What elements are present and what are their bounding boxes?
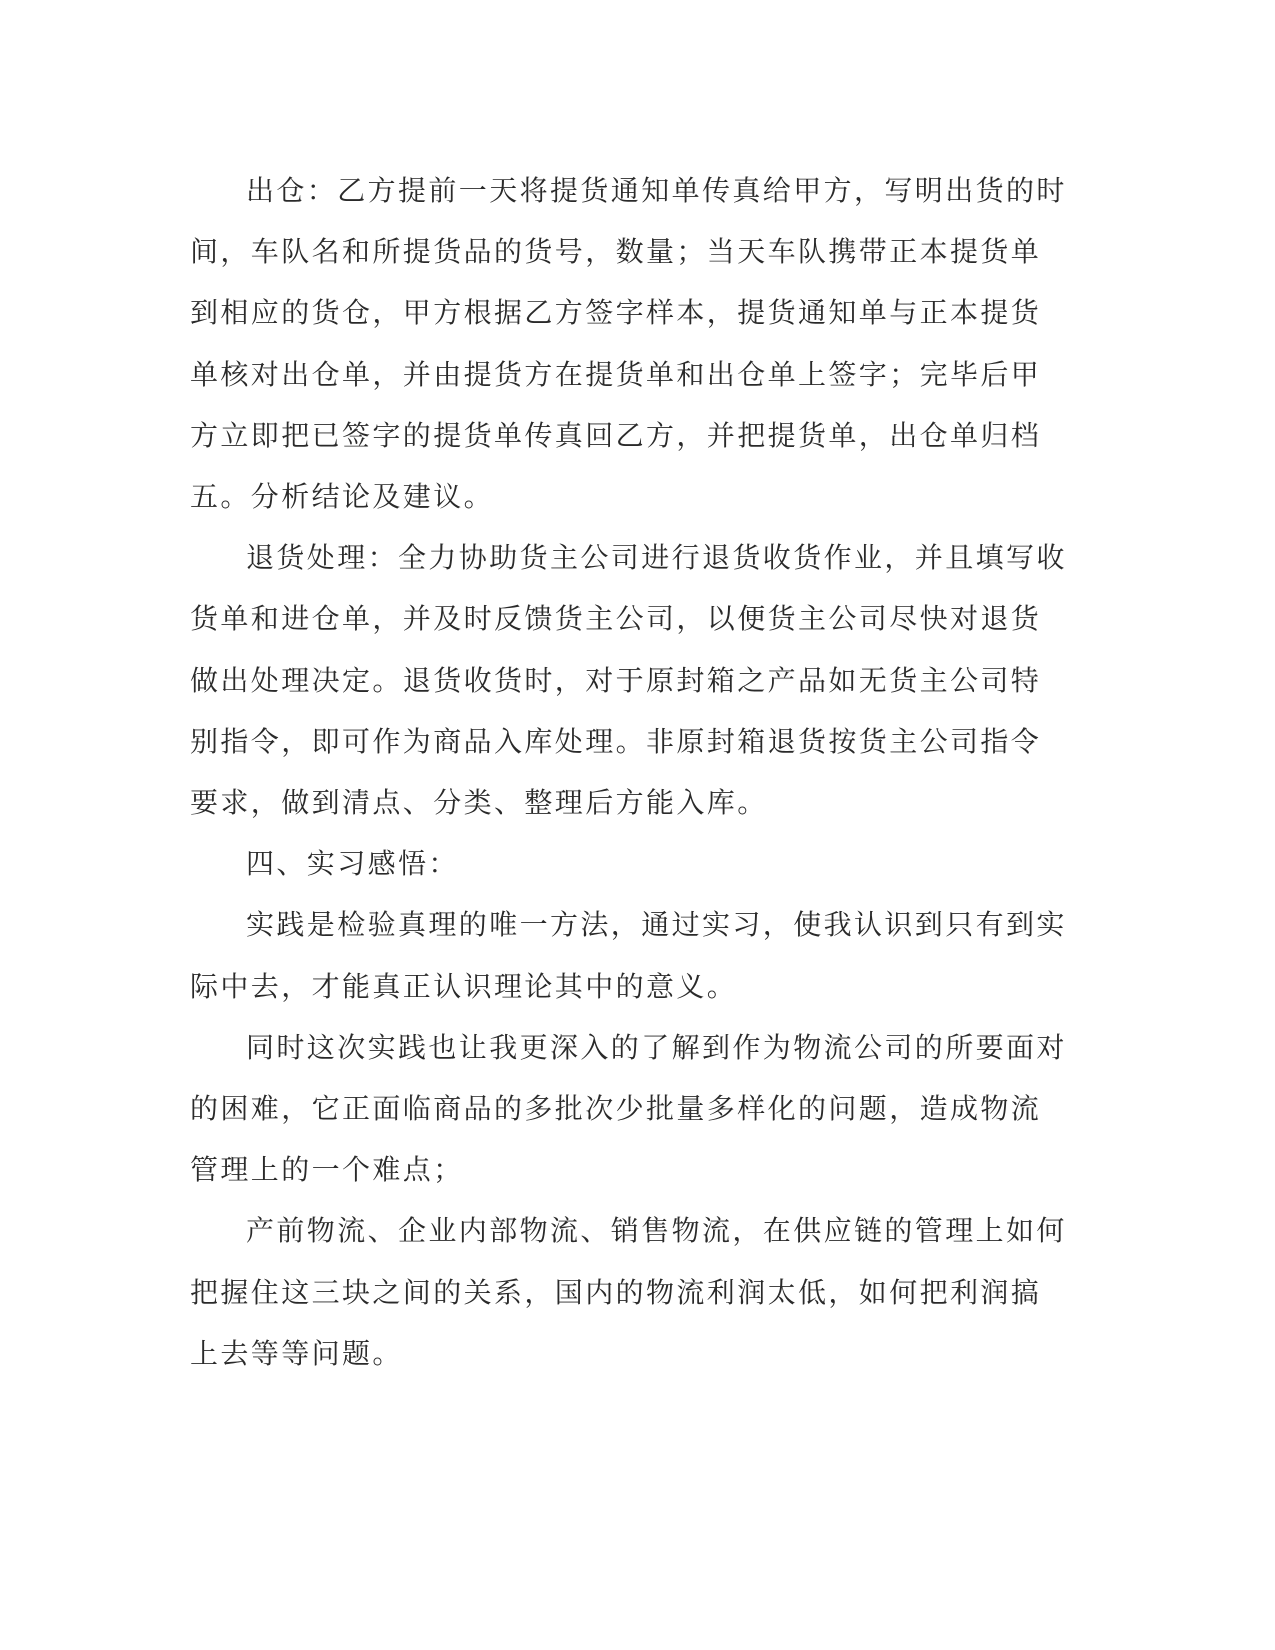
paragraph-supply-chain: 产前物流、企业内部物流、销售物流，在供应链的管理上如何把握住这三块之间的关系，国内的物流利润太低，如何把利润搞上去等等问题。: [190, 1214, 1067, 1370]
paragraph-difficulties: 同时这次实践也让我更深入的了解到作为物流公司的所要面对的困难，它正面临商品的多批次少批量多样化的问题，造成物流管理上的一个难点；: [190, 1030, 1067, 1187]
paragraph-returns: 退货处理：全力协助货主公司进行退货收货作业，并且填写收货单和进仓单，并及时反馈货主公司，以便货主公司尽快对退货做出处理决定。退货收货时，对于原封箱之产品如无货主公司特别指令，即可作为商品入库处理。非原封箱退货按货主公司指令要求，做到清点、分类、整理后方能入库。: [190, 541, 1067, 820]
paragraph-practice: 实践是检验真理的唯一方法，通过实习，使我认识到只有到实际中去，才能真正认识理论其中的意义。: [190, 908, 1067, 1003]
document-body: [190, 160, 1070, 1384]
section-heading-reflections: 四、实习感悟：: [246, 847, 459, 881]
paragraph-outbound: 出仓：乙方提前一天将提货通知单传真给甲方，写明出货的时间，车队名和所提货品的货号，数量；当天车队携带正本提货单到相应的货仓，甲方根据乙方签字样本，提货通知单与正本提货单核对出仓单，并由提货方在提货单和出仓单上签字；完毕后甲方立即把已签字的提货单传真回乙方，并把提货单，出仓单归档五。分析结论及建议。: [190, 174, 1067, 514]
